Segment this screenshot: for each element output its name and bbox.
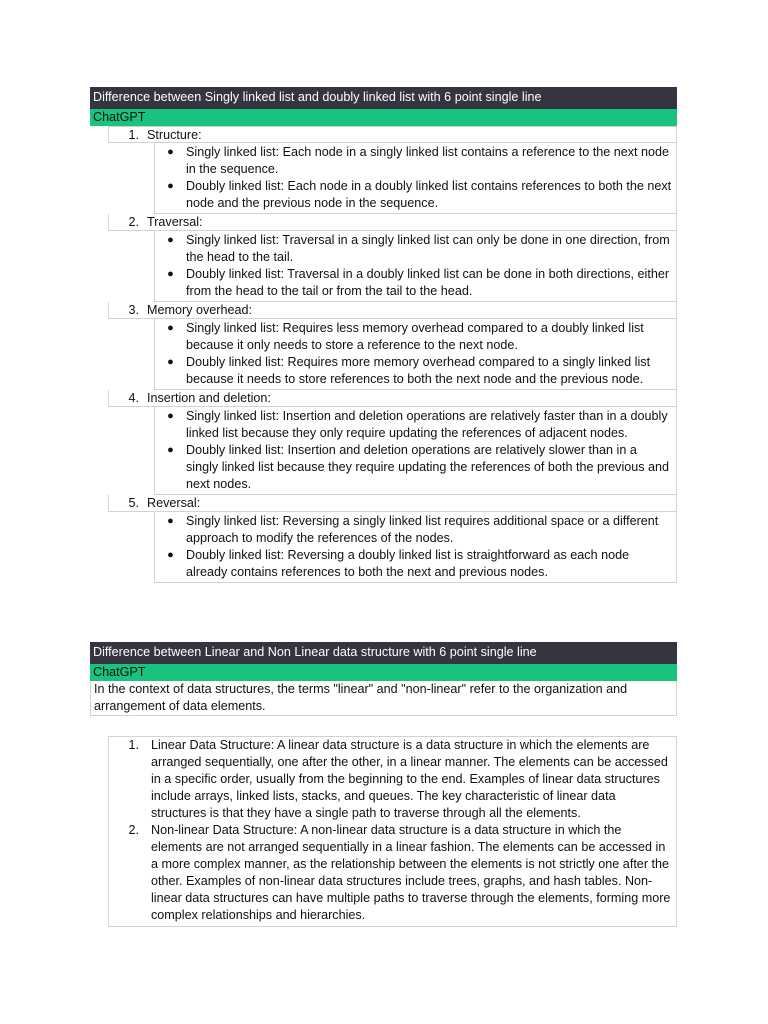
bullet-icon: ● <box>167 268 174 280</box>
bullet-item <box>155 354 676 388</box>
bullet-icon: ● <box>167 180 174 192</box>
bullet-text: Doubly linked list: Traversal in a doubly linked list can be done in both directions, either from the head to the tail or from the tail to the head. <box>186 267 670 298</box>
bullet-icon: ● <box>167 322 174 334</box>
question-bar: Difference between Singly linked list and doubly linked list with 6 point single line <box>90 87 677 109</box>
point-heading <box>108 302 677 319</box>
bullet-list <box>154 319 677 390</box>
numbered-list <box>108 736 677 927</box>
bullet-icon: ● <box>167 410 174 422</box>
points-list <box>90 126 677 583</box>
bullet-item <box>155 442 676 493</box>
bullet-list <box>154 231 677 302</box>
question-bar: Difference between Linear and Non Linear data structure with 6 point single line <box>90 642 677 664</box>
bullet-icon: ● <box>167 515 174 527</box>
point-title: Reversal: <box>147 496 201 510</box>
bullet-item <box>155 513 676 547</box>
item-number: 2. <box>128 823 139 837</box>
bullet-icon: ● <box>167 444 174 456</box>
intro-paragraph: In the context of data structures, the terms "linear" and "non-linear" refer to the organization and arrangement of data elements. <box>90 681 677 716</box>
point-title: Traversal: <box>147 215 203 229</box>
point-title: Memory overhead: <box>147 303 252 317</box>
bullet-list <box>154 407 677 495</box>
point-number: 1. <box>128 128 139 142</box>
bullet-item <box>155 266 676 300</box>
point-number: 5. <box>128 496 139 510</box>
item-number: 1. <box>128 738 139 752</box>
bullet-text: Doubly linked list: Insertion and deletion operations are relatively slower than in a singly linked list because they require updating the references of both the previous and next nodes. <box>186 443 670 491</box>
bullet-item <box>155 547 676 581</box>
bullet-item <box>155 144 676 178</box>
point-title: Structure: <box>147 128 202 142</box>
section-singly-vs-doubly <box>90 87 677 583</box>
bullet-text: Doubly linked list: Reversing a doubly linked list is straightforward as each node already contains references to both the next and previous nodes. <box>186 548 630 579</box>
bullet-item <box>155 408 676 442</box>
point-heading <box>108 126 677 143</box>
bullet-text: Singly linked list: Insertion and deletion operations are relatively faster than in a doubly linked list because they only require updating the references of adjacent nodes. <box>186 409 668 440</box>
bullet-text: Singly linked list: Reversing a singly linked list requires additional space or a different approach to modify the references of the nodes. <box>186 514 659 545</box>
bullet-item <box>155 178 676 212</box>
point-heading <box>108 390 677 407</box>
bullet-list <box>154 143 677 214</box>
point-heading <box>108 214 677 231</box>
point-number: 3. <box>128 303 139 317</box>
bullet-text: Singly linked list: Traversal in a singly linked list can only be done in one direction, from the head to the tail. <box>186 233 670 264</box>
bullet-icon: ● <box>167 234 174 246</box>
item-text: Non-linear Data Structure: A non-linear data structure is a data structure in which the elements are not arranged sequentially in a linear fashion. The elements can be accessed in a more complex manner, as the relationship between the elements is not strictly one after the other. Examples of non-linear data structures include trees, graphs, and hash tables. Non-linear data structures can have multiple paths to traverse through the elements, forming more complex relationships and hierarchies. <box>151 823 671 922</box>
numbered-item <box>109 822 676 924</box>
bullet-icon: ● <box>167 356 174 368</box>
bullet-icon: ● <box>167 146 174 158</box>
bullet-icon: ● <box>167 549 174 561</box>
bullet-item <box>155 320 676 354</box>
responder-label: ChatGPT <box>90 109 677 126</box>
responder-label: ChatGPT <box>90 664 677 681</box>
bullet-text: Singly linked list: Each node in a singly linked list contains a reference to the next node in the sequence. <box>186 145 670 176</box>
point-number: 2. <box>128 215 139 229</box>
section-linear-vs-nonlinear <box>90 642 677 716</box>
numbered-item <box>109 737 676 822</box>
point-number: 4. <box>128 391 139 405</box>
bullet-item <box>155 232 676 266</box>
bullet-list <box>154 512 677 583</box>
point-heading <box>108 495 677 512</box>
bullet-text: Singly linked list: Requires less memory overhead compared to a doubly linked list because it only needs to store a reference to the next node. <box>186 321 644 352</box>
bullet-text: Doubly linked list: Requires more memory overhead compared to a singly linked list because it needs to store references to both the next node and the previous node. <box>186 355 651 386</box>
point-title: Insertion and deletion: <box>147 391 271 405</box>
bullet-text: Doubly linked list: Each node in a doubly linked list contains references to both the next node and the previous node in the sequence. <box>186 179 672 210</box>
item-text: Linear Data Structure: A linear data structure is a data structure in which the elements are arranged sequentially, one after the other, in a linear manner. The elements can be accessed in a specific order, usually from the beginning to the end. Examples of linear data structures include arrays, linked lists, stacks, and queues. The key characteristic of linear data structures is that they have a single path to traverse through all the elements. <box>151 738 668 820</box>
